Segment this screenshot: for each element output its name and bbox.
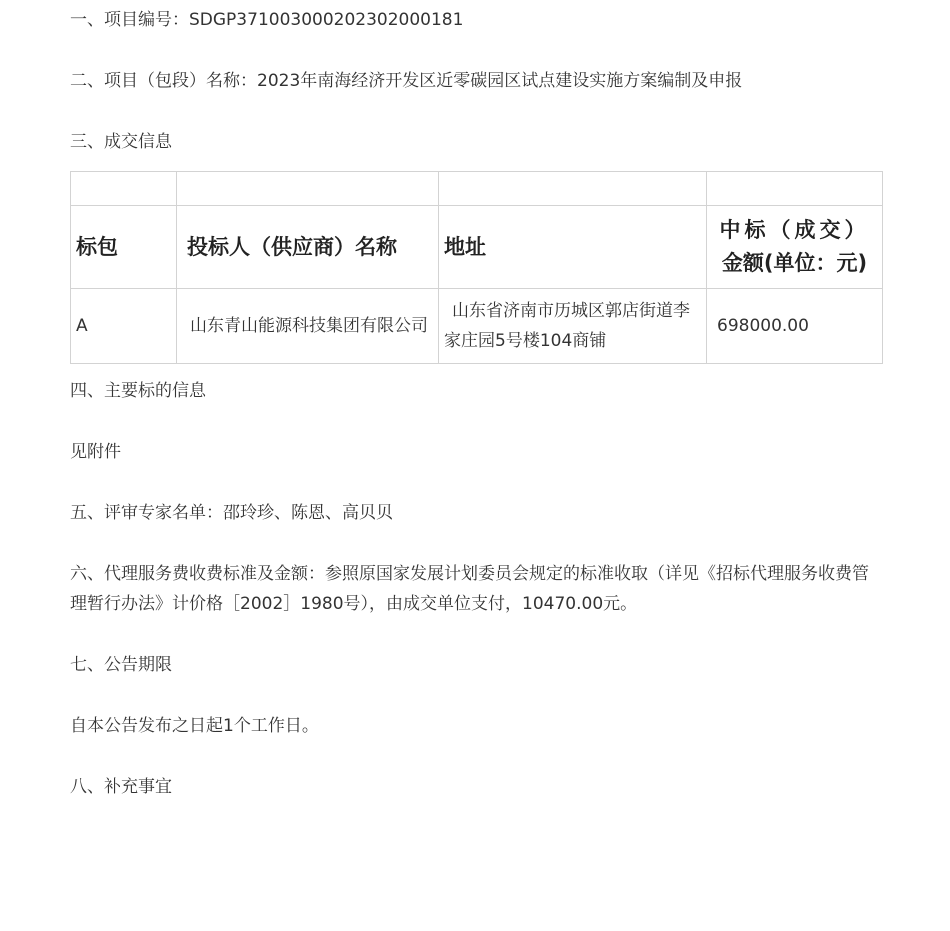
header-bidder: 投标人（供应商）名称 [177, 206, 439, 289]
header-address: 地址 [439, 206, 707, 289]
header-amount-line2: 金额(单位：元) [721, 251, 868, 275]
cell-package: A [71, 289, 177, 364]
header-amount [707, 206, 883, 289]
section-experts: 五、评审专家名单：邵玲珍、陈恩、高贝贝 [70, 503, 393, 523]
table-blank-row [71, 172, 883, 206]
table-row [71, 289, 883, 364]
cell-bidder-text: 山东青山能源科技集团有限公司 [190, 316, 428, 336]
section-supplementary-heading: 八、补充事宜 [70, 777, 172, 797]
section-agency-fee: 六、代理服务费收费标准及金额：参照原国家发展计划委员会规定的标准收取（详见《招标代理服务收费管理暂行办法》计价格［2002］1980号），由成交单位支付，10470.00元。 [70, 564, 869, 614]
section-deal-info-heading: 三、成交信息 [70, 132, 172, 152]
section-notice-period-body: 自本公告发布之日起1个工作日。 [70, 716, 319, 736]
section-main-subject-heading: 四、主要标的信息 [70, 381, 206, 401]
table-header-row [71, 206, 883, 289]
header-amount-line1: 中标（成交） [719, 218, 870, 242]
section-notice-period-heading: 七、公告期限 [70, 655, 172, 675]
section-project-name: 二、项目（包段）名称：2023年南海经济开发区近零碳园区试点建设实施方案编制及申报 [70, 71, 743, 91]
deal-info-table [70, 171, 883, 364]
cell-address-text: 山东省济南市历城区郭店街道李家庄园5号楼104商铺 [444, 301, 690, 351]
cell-address [439, 289, 707, 364]
announcement-document [70, 5, 882, 833]
header-package: 标包 [71, 206, 177, 289]
cell-bidder [177, 289, 439, 364]
section-main-subject-body: 见附件 [70, 442, 121, 462]
cell-amount: 698000.00 [707, 289, 883, 364]
section-project-number: 一、项目编号：SDGP371003000202302000181 [70, 10, 464, 30]
